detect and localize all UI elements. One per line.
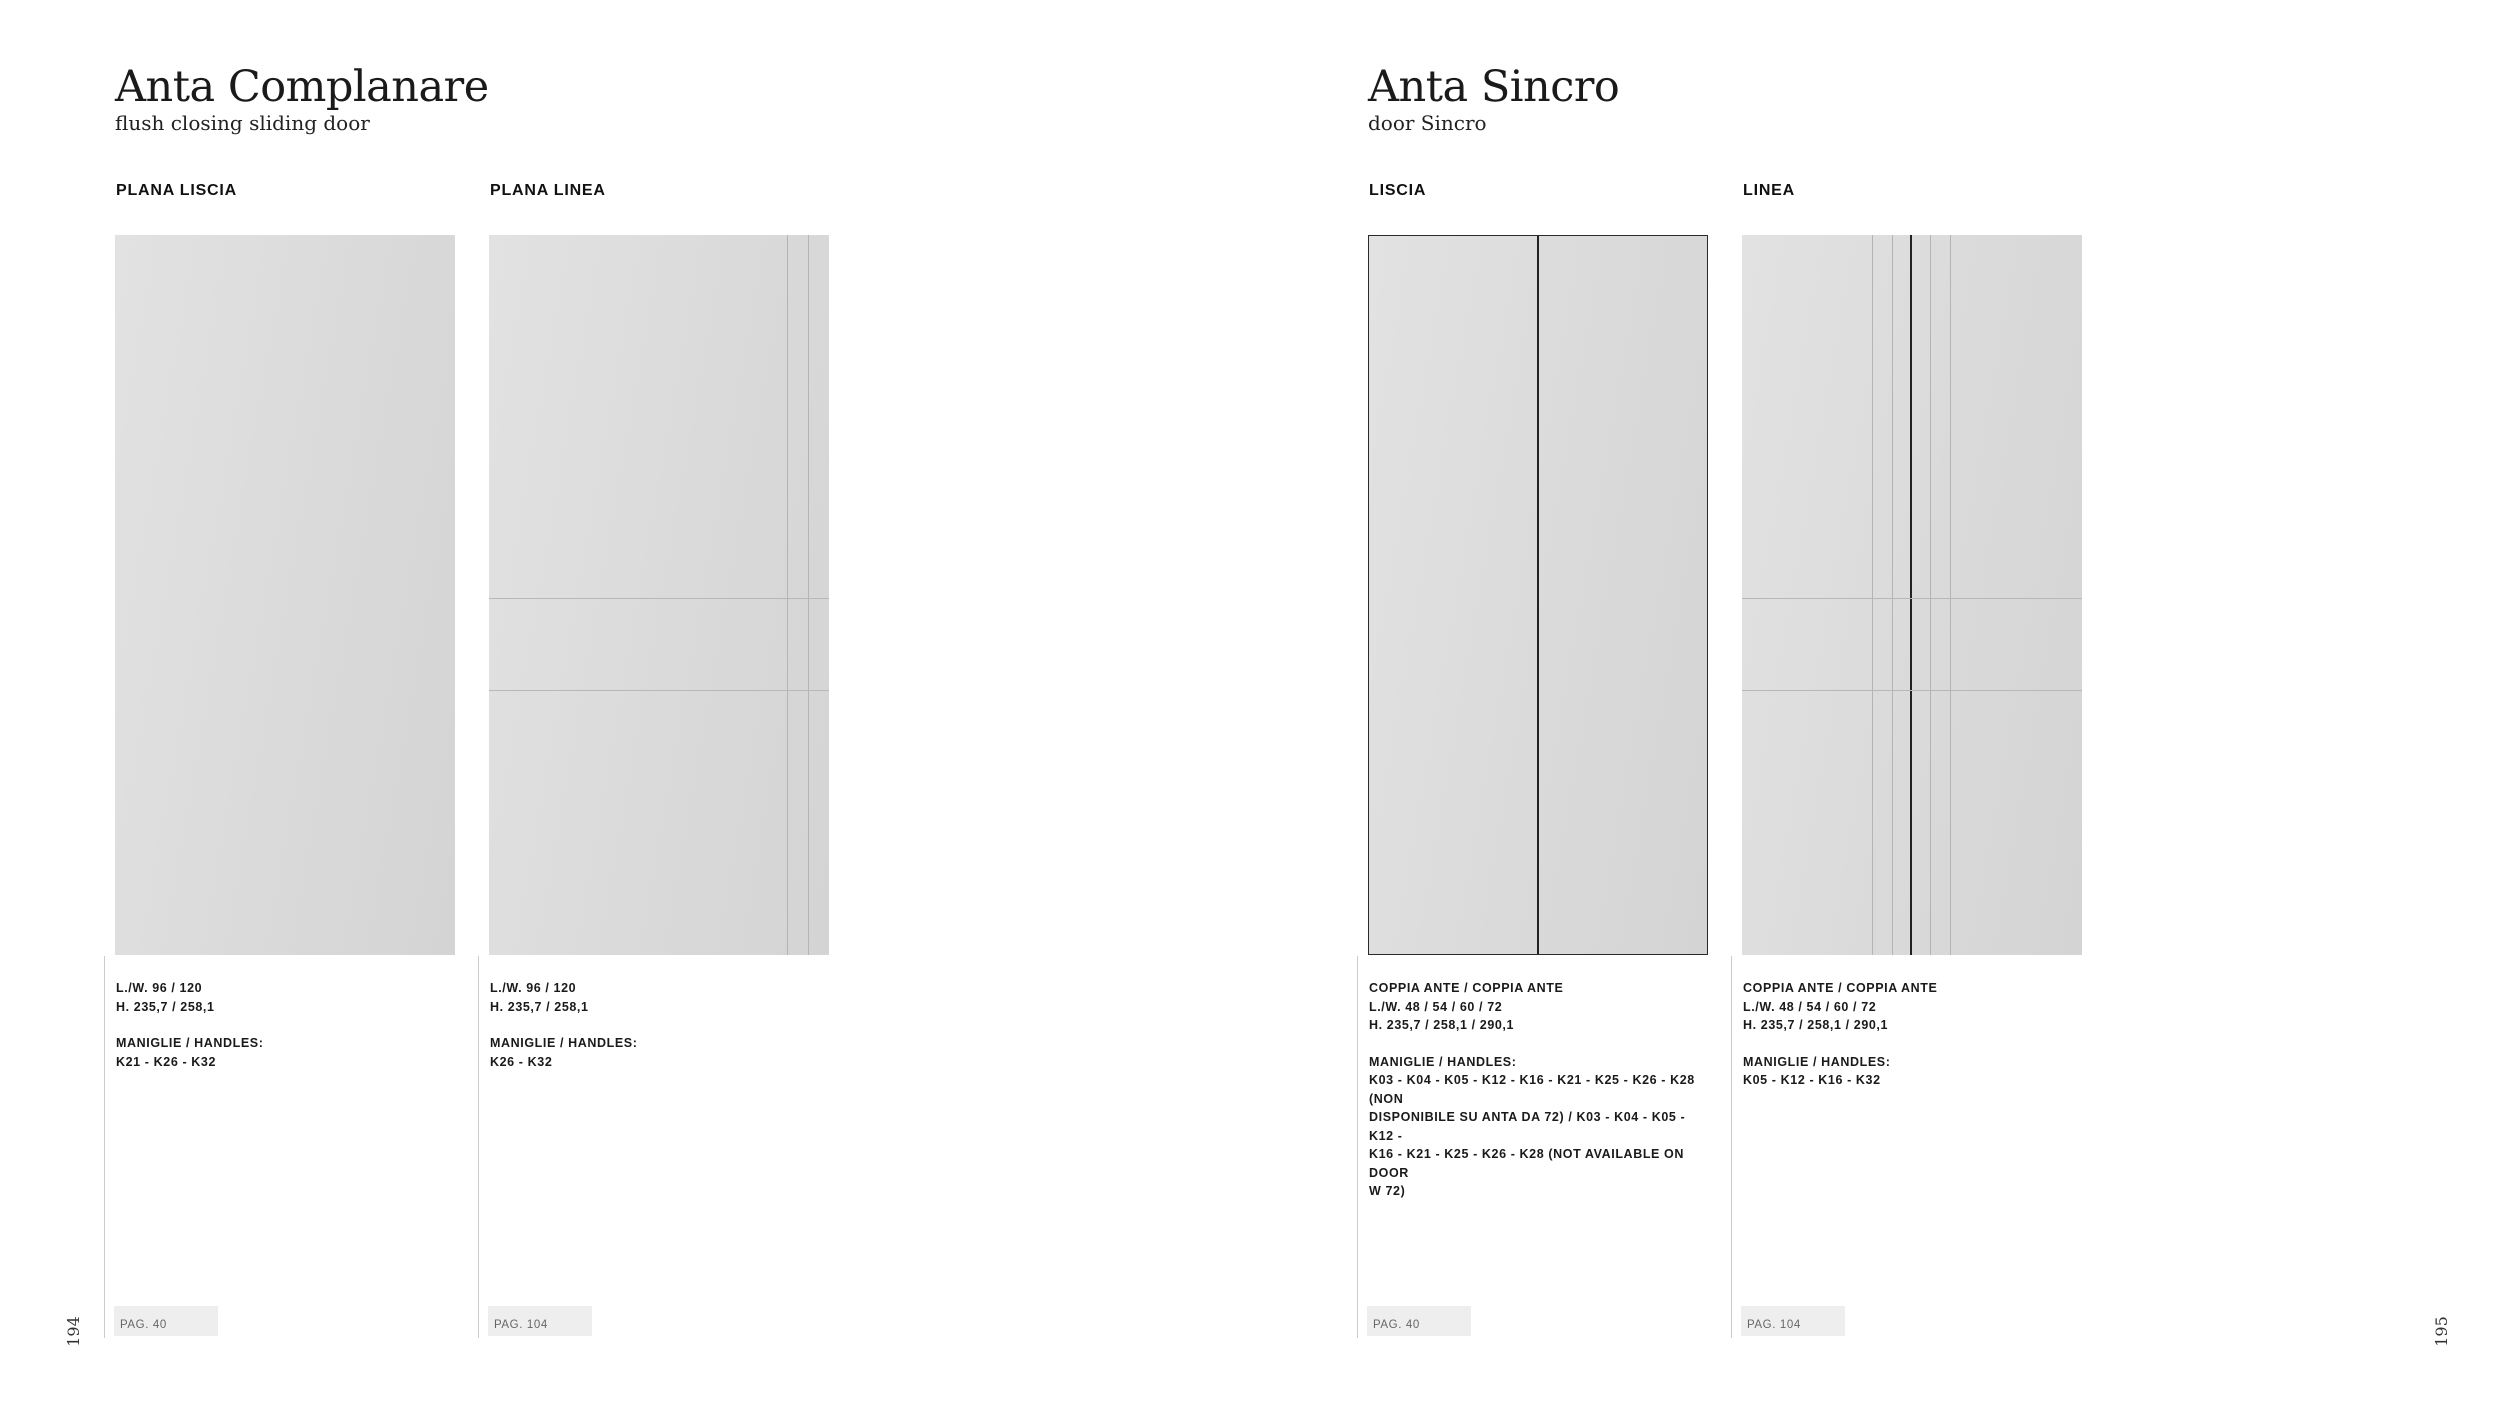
spec-line: L./W. 96 / 120 [116,981,203,995]
column-divider [1357,956,1358,1338]
spec-line: H. 235,7 / 258,1 [490,999,589,1014]
variant-label-plana-liscia: PLANA LISCIA [116,182,238,199]
groove-line [1930,235,1931,955]
page-ref-linea[interactable]: PAG. 104 [1741,1306,1845,1336]
column-divider [104,956,105,1338]
handles-label: MANIGLIE / HANDLES: [490,1036,638,1050]
spec-block-linea [1743,979,2083,1090]
handles-label: MANIGLIE / HANDLES: [116,1036,264,1050]
handles-label: MANIGLIE / HANDLES: [1743,1054,1891,1069]
handles-line: K03 - K04 - K05 - K12 - K16 - K21 - K25 - K26 - K28 (NON [1369,1073,1695,1106]
spec-line: H. 235,7 / 258,1 [116,999,215,1014]
groove-line [787,235,788,955]
column-divider [1731,956,1732,1338]
handles-line: K26 - K32 [490,1054,553,1069]
door-image-plana-liscia [115,235,455,955]
variant-label-plana-linea: PLANA LINEA [490,182,606,199]
groove-line [1872,235,1873,955]
groove-line [1950,235,1951,955]
spec-line: COPPIA ANTE / COPPIA ANTE [1369,981,1564,995]
spec-line: H. 235,7 / 258,1 / 290,1 [1369,1018,1515,1032]
page-ref-plana-linea[interactable]: PAG. 104 [488,1306,592,1336]
groove-line [1892,235,1893,955]
groove-line [489,690,829,691]
page-number-left: 194 [63,1316,83,1347]
door-split-line [1537,236,1539,954]
spec-line: COPPIA ANTE / COPPIA ANTE [1743,981,1938,995]
spec-block-plana-linea [490,979,830,1071]
page-number-right: 195 [2431,1316,2451,1347]
handles-label: MANIGLIE / HANDLES: [1369,1054,1517,1069]
section-title-complanare: Anta Complanare [115,62,489,112]
handles-line: K16 - K21 - K25 - K26 - K28 (NOT AVAILABLE ON DOOR [1369,1147,1685,1180]
groove-line [808,235,809,955]
spec-line: L./W. 96 / 120 [490,981,577,995]
spec-line: H. 235,7 / 258,1 / 290,1 [1743,1018,1889,1032]
door-split-line [1910,235,1912,955]
groove-line [489,598,829,599]
spec-block-liscia [1369,979,1709,1201]
handles-line: W 72) [1369,1184,1406,1198]
door-image-plana-linea [489,235,829,955]
spec-block-plana-liscia [116,979,456,1071]
groove-line [1742,690,2082,691]
variant-label-liscia: LISCIA [1369,182,1427,199]
section-subtitle-sincro: door Sincro [1368,111,1487,135]
door-image-liscia [1368,235,1708,955]
handles-line: K05 - K12 - K16 - K32 [1743,1073,1881,1087]
section-subtitle-complanare: flush closing sliding door [115,111,370,135]
page-ref-liscia[interactable]: PAG. 40 [1367,1306,1471,1336]
handles-line: K21 - K26 - K32 [116,1054,217,1069]
groove-line [1742,598,2082,599]
handles-line: DISPONIBILE SU ANTA DA 72) / K03 - K04 - K05 - K12 - [1369,1110,1686,1143]
section-title-sincro: Anta Sincro [1368,62,1620,112]
spec-line: L./W. 48 / 54 / 60 / 72 [1369,999,1503,1014]
spec-line: L./W. 48 / 54 / 60 / 72 [1743,999,1877,1014]
page-ref-plana-liscia[interactable]: PAG. 40 [114,1306,218,1336]
door-image-linea [1742,235,2082,955]
variant-label-linea: LINEA [1743,182,1795,199]
column-divider [478,956,479,1338]
